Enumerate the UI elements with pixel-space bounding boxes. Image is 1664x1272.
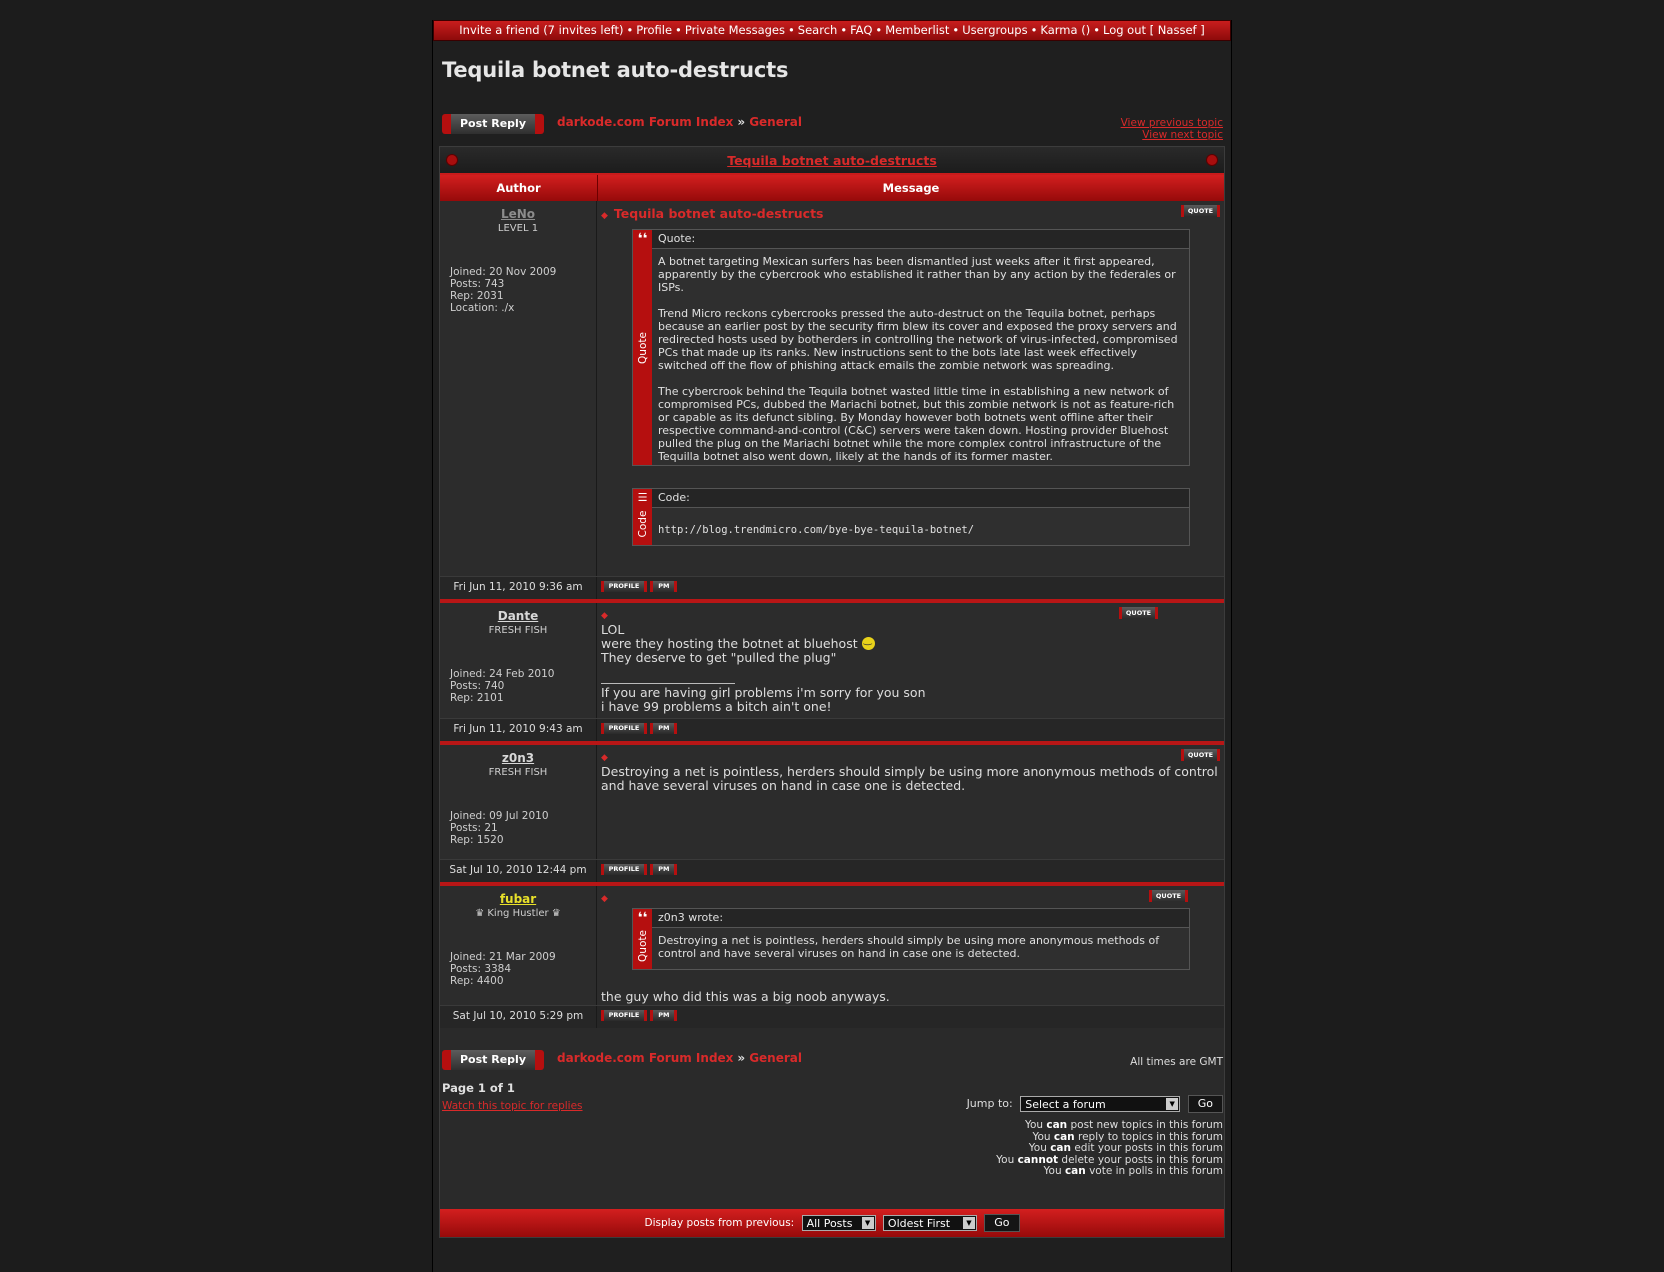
- post-text: the guy who did this was a big noob anyways.: [601, 989, 890, 1004]
- author-rep: Rep: 4400: [450, 975, 504, 987]
- nav-usergroups[interactable]: Usergroups: [962, 23, 1028, 37]
- nav-memberlist[interactable]: Memberlist: [885, 23, 950, 37]
- next-topic-link[interactable]: View next topic: [1142, 129, 1223, 141]
- display-go-button[interactable]: Go: [984, 1214, 1019, 1232]
- author-name[interactable]: Dante: [497, 609, 539, 623]
- signature-line: i have 99 problems a bitch ain't one!: [601, 699, 832, 714]
- post-author-panel: [440, 886, 597, 1005]
- quote-button[interactable]: QUOTE: [1181, 749, 1220, 761]
- permission-flag: can: [1046, 1119, 1068, 1131]
- post-author-panel: [440, 745, 597, 859]
- jump-forum-value: Select a forum: [1025, 1098, 1106, 1111]
- author-posts: Posts: 21: [450, 822, 498, 834]
- permission-line: [996, 1166, 1223, 1178]
- author-info: [440, 810, 596, 846]
- quote-paragraph: A botnet targeting Mexican surfers has been dismantled just weeks after it first appeared, apparently by the cybercrook who established it rather than by any action by the federales or ISPs.: [658, 255, 1176, 294]
- permission-prefix: You: [1028, 1142, 1051, 1154]
- post-footer: [440, 1005, 1224, 1028]
- permission-flag: can: [1064, 1165, 1086, 1177]
- timezone-note: All times are GMT: [1130, 1056, 1223, 1068]
- nav-karma[interactable]: Karma (): [1040, 23, 1091, 37]
- permission-flag: can: [1053, 1130, 1075, 1143]
- pm-button[interactable]: PM: [650, 723, 677, 734]
- quote-paragraph: The cybercrook behind the Tequila botnet wasted little time in establishing a new network of compromised PCs, dubbed the Mariachi botnet, but this zombie network is not as feature-rich or capable as its defunct sibling. By Monday however both botnets went offline after their respective command-and-control (C&C) servers were taken down. Hosting provider Bluehost pulled the plug on the Mariachi botnet while the more complex control infrastructure of the Tequilla botnet also went down, likely at the hands of its former master.: [658, 385, 1175, 463]
- quote-block: [632, 908, 1190, 970]
- bullet-icon: ◆: [601, 894, 608, 904]
- nav-separator: •: [675, 23, 682, 37]
- permission-flag: cannot: [1017, 1153, 1059, 1166]
- author-rep: Rep: 2031: [450, 290, 504, 302]
- top-navigation: [433, 20, 1231, 41]
- display-options-bar: [440, 1209, 1224, 1237]
- breadcrumb-bottom: [557, 1051, 802, 1065]
- quote-button[interactable]: QUOTE: [1149, 890, 1188, 902]
- post-footer-buttons: [597, 577, 677, 599]
- post-message: [597, 886, 1224, 1005]
- post-date: Fri Jun 11, 2010 9:43 am: [440, 719, 597, 741]
- quote-marks-icon: ❛❛: [637, 231, 648, 247]
- dropdown-arrow-icon: ▼: [963, 1217, 975, 1229]
- nav-separator: •: [1093, 23, 1100, 37]
- nav-profile[interactable]: Profile: [636, 23, 673, 37]
- forum-permissions: [996, 1120, 1223, 1178]
- code-label: Code: [636, 510, 649, 538]
- post-line-with-smiley: [601, 637, 1220, 651]
- breadcrumb: [557, 115, 802, 129]
- author-posts: Posts: 740: [450, 680, 505, 692]
- posts-period-value: All Posts: [806, 1217, 853, 1230]
- nav-separator: •: [840, 23, 848, 37]
- quote-paragraph: Trend Micro reckons cybercrooks pressed the auto-destruct on the Tequila botnet, perhaps because an earlier post by the security firm blew its cover and exposed the proxy servers and redirected hosts used by botherders in controlling the network of virus-infected, compromised PCs that made up its ranks. New instructions sent to the bots late last week effectively switched off the flow of phishing attack emails the zombie network was spreading.: [658, 307, 1178, 372]
- smiley-icon: [862, 637, 875, 650]
- author-column-header: Author: [440, 175, 598, 201]
- pm-button[interactable]: PM: [650, 1010, 677, 1021]
- permission-flag: can: [1050, 1142, 1071, 1154]
- profile-button[interactable]: PROFILE: [601, 581, 647, 592]
- profile-button[interactable]: PROFILE: [601, 1010, 647, 1021]
- permission-prefix: You: [1043, 1165, 1065, 1177]
- jump-forum-select[interactable]: [1020, 1096, 1180, 1112]
- nav-separator: •: [788, 23, 795, 37]
- post-message: [597, 603, 1224, 718]
- post-footer: [440, 576, 1224, 603]
- author-joined: Joined: 09 Jul 2010: [450, 810, 549, 822]
- permission-text: vote in polls in this forum: [1085, 1165, 1223, 1177]
- quote-button[interactable]: QUOTE: [1181, 205, 1220, 217]
- corner-dot-icon: [446, 154, 458, 166]
- quote-header: z0n3 wrote:: [652, 909, 1189, 928]
- author-info: [440, 266, 596, 314]
- post: [440, 603, 1224, 718]
- jump-to: [967, 1095, 1223, 1113]
- breadcrumb-forum[interactable]: General: [749, 115, 802, 129]
- post-footer-buttons: [597, 719, 677, 741]
- post-reply-button[interactable]: Post Reply: [442, 114, 544, 134]
- author-name[interactable]: LeNo: [500, 207, 536, 221]
- dropdown-arrow-icon: ▼: [862, 1217, 874, 1229]
- bullet-icon: ◆: [601, 611, 608, 621]
- author-rank: LEVEL 1: [497, 223, 539, 234]
- nav-private-messages[interactable]: Private Messages: [684, 23, 785, 37]
- post-date: Fri Jun 11, 2010 9:36 am: [440, 577, 597, 599]
- pm-button[interactable]: PM: [650, 581, 677, 592]
- author-joined: Joined: 24 Feb 2010: [450, 668, 555, 680]
- message-column-header: Message: [882, 181, 940, 195]
- post-footer: [440, 718, 1224, 745]
- previous-topic-link[interactable]: View previous topic: [1120, 117, 1223, 129]
- permission-text: edit your posts in this forum: [1071, 1142, 1223, 1154]
- permission-prefix: You: [1032, 1130, 1054, 1143]
- author-rep: Rep: 2101: [450, 692, 504, 704]
- post-line: They deserve to get "pulled the plug": [601, 650, 837, 665]
- author-rank: ♛ King Hustler ♛: [475, 908, 561, 919]
- post-subject: [601, 207, 1220, 223]
- post-message: [597, 745, 1224, 859]
- watch-topic-link[interactable]: Watch this topic for replies: [442, 1100, 583, 1112]
- display-label: Display posts from previous:: [644, 1217, 795, 1229]
- topic-table-header: [440, 147, 1224, 175]
- nav-invite[interactable]: Invite a friend (7 invites left): [459, 23, 624, 37]
- post-date: Sat Jul 10, 2010 12:44 pm: [440, 860, 597, 882]
- author-info: [440, 951, 596, 987]
- permission-prefix: You: [996, 1153, 1018, 1166]
- permission-text: reply to topics in this forum: [1074, 1130, 1223, 1143]
- post: [440, 201, 1224, 576]
- breadcrumb-separator: »: [737, 115, 746, 129]
- permission-prefix: You: [1024, 1119, 1047, 1131]
- signature-line: If you are having girl problems i'm sorry for you son: [601, 685, 926, 700]
- jump-label: Jump to:: [966, 1097, 1013, 1110]
- breadcrumb-index[interactable]: darkode.com Forum Index: [557, 115, 734, 129]
- author-rep: Rep: 1520: [450, 834, 504, 846]
- code-block: [632, 488, 1190, 546]
- quote-body: [652, 230, 1189, 465]
- author-rank: FRESH FISH: [488, 625, 548, 636]
- post-reply-button-bottom[interactable]: Post Reply: [442, 1050, 544, 1070]
- post: [440, 745, 1224, 859]
- author-posts: Posts: 3384: [450, 963, 512, 975]
- column-headers: [440, 175, 1224, 201]
- page-container: [432, 20, 1232, 1272]
- nav-separator: •: [875, 23, 883, 37]
- topic-links: [1121, 117, 1223, 141]
- post-footer-buttons: [597, 860, 677, 882]
- pm-button[interactable]: PM: [650, 864, 677, 875]
- jump-go-button[interactable]: Go: [1188, 1095, 1223, 1113]
- author-joined: Joined: 21 Mar 2009: [450, 951, 556, 963]
- bullet-icon: ◆: [601, 753, 608, 763]
- page-title: Tequila botnet auto-destructs: [442, 58, 789, 82]
- sort-order-select[interactable]: [883, 1215, 977, 1231]
- post-line: were they hosting the botnet at bluehost: [601, 636, 858, 651]
- topic-table: [439, 146, 1225, 1238]
- nav-separator: •: [952, 23, 960, 37]
- quote-label: Quote: [636, 930, 649, 963]
- quote-header: Quote:: [652, 230, 1189, 249]
- quote-body: [652, 909, 1189, 969]
- post-footer: [440, 859, 1224, 886]
- quote-marks-icon: ❛❛: [637, 910, 648, 926]
- list-icon: ☰: [637, 491, 648, 504]
- nav-separator: •: [1030, 23, 1038, 37]
- code-text: http://blog.trendmicro.com/bye-bye-tequila-botnet/: [658, 524, 975, 536]
- author-name[interactable]: fubar: [499, 892, 537, 906]
- post-author-panel: [440, 603, 597, 718]
- breadcrumb-index[interactable]: darkode.com Forum Index: [557, 1051, 734, 1065]
- post-line: LOL: [601, 622, 625, 637]
- post-author-panel: [440, 201, 597, 576]
- author-posts: Posts: 743: [450, 278, 505, 290]
- author-location: Location: ./x: [450, 302, 515, 314]
- quote-label: Quote: [636, 331, 649, 364]
- author-rank: FRESH FISH: [488, 767, 548, 778]
- post: [440, 886, 1224, 1005]
- code-body: [652, 489, 1189, 545]
- nav-faq[interactable]: FAQ: [850, 23, 873, 37]
- sort-order-value: Oldest First: [887, 1217, 951, 1230]
- bullet-icon: ◆: [601, 211, 608, 221]
- quote-text: [652, 249, 1189, 465]
- pagination-info: Page 1 of 1: [442, 1081, 515, 1095]
- quote-sidebar: [633, 230, 652, 465]
- quote-text: Destroying a net is pointless, herders should simply be using more anonymous methods of control and have several viruses on hand in case one is detected.: [658, 934, 1160, 960]
- post-text: Destroying a net is pointless, herders should simply be using more anonymous methods of control and have several viruses on hand in case one is detected.: [601, 764, 1218, 793]
- permission-text: delete your posts in this forum: [1058, 1153, 1223, 1166]
- dropdown-arrow-icon: ▼: [1166, 1098, 1178, 1110]
- quote-sidebar: [633, 909, 652, 969]
- permission-text: post new topics in this forum: [1067, 1119, 1223, 1131]
- posts-period-select[interactable]: [802, 1215, 876, 1231]
- nav-separator: •: [626, 23, 634, 37]
- corner-dot-icon: [1206, 154, 1218, 166]
- profile-button[interactable]: PROFILE: [601, 864, 647, 875]
- post-date: Sat Jul 10, 2010 5:29 pm: [440, 1006, 597, 1028]
- post-message: [597, 201, 1224, 576]
- breadcrumb-forum[interactable]: General: [749, 1051, 802, 1065]
- post-subject-text: Tequila botnet auto-destructs: [613, 206, 824, 221]
- code-header: Code:: [652, 489, 1189, 508]
- code-sidebar: [633, 489, 652, 545]
- nav-search[interactable]: Search: [797, 23, 838, 37]
- post-footer-buttons: [597, 1006, 677, 1028]
- profile-button[interactable]: PROFILE: [601, 723, 647, 734]
- author-name[interactable]: z0n3: [501, 751, 535, 765]
- signature-divider: [601, 665, 735, 684]
- author-joined: Joined: 20 Nov 2009: [450, 266, 557, 278]
- author-info: [440, 668, 596, 704]
- quote-block: [632, 229, 1190, 466]
- quote-button[interactable]: QUOTE: [1119, 607, 1158, 619]
- nav-logout[interactable]: Log out [ Nassef ]: [1102, 23, 1205, 37]
- breadcrumb-separator: »: [737, 1051, 746, 1065]
- topic-title-link[interactable]: Tequila botnet auto-destructs: [727, 153, 937, 168]
